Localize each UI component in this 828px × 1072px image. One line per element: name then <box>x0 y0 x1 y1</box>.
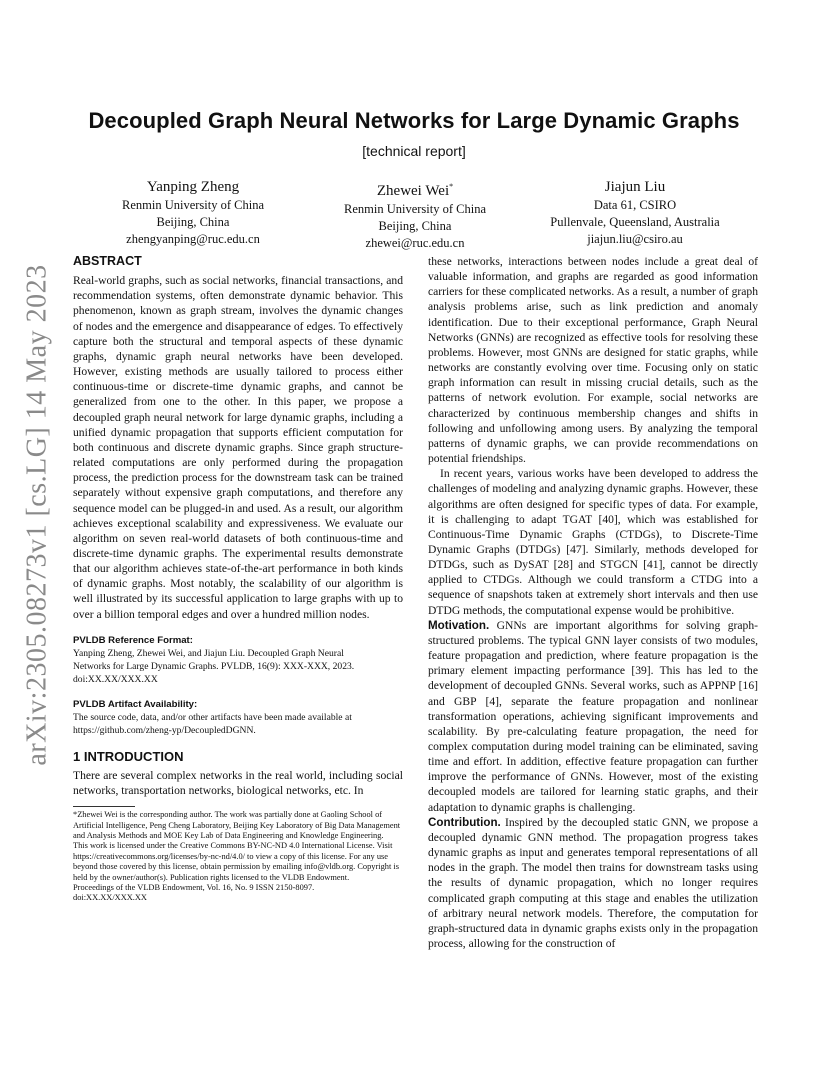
author-name-row <box>320 177 510 201</box>
author-email[interactable]: jiajun.liu@csiro.au <box>587 232 683 246</box>
body-paragraph: these networks, interactions between nodes include a great deal of valuable information, and graphs are regarded as good information carriers for these complicated networks. As a result, a number of graph analysis problems arise, such as link prediction and anomaly identification. Due to their exceptional performance, Graph Neural Networks (GNNs) are recognized as effective tools for resolving these problems. However, most GNNs are designed for static graphs, while networks are constantly evolving over time. Focusing only on static graph information can result in missing crucial details, such as the patterns of network evolution. For example, social networks are characterized by continuous membership changes and shifts in following and unfollowing among users. By analyzing the temporal patterns of dynamic graphs, we can provide recommendations on potential friendships. <box>428 255 758 466</box>
paper-title: Decoupled Graph Neural Networks for Large Dynamic Graphs <box>88 108 740 133</box>
author-block <box>98 177 288 248</box>
introduction-heading: 1 INTRODUCTION <box>73 748 184 764</box>
arxiv-stamp-text: arXiv:2305.08273v1 [cs.LG] 14 May 2023 <box>22 264 53 766</box>
introduction-paragraph: There are several complex networks in the real world, including social networks, transportation networks, biological networks, etc. In <box>73 768 403 798</box>
pvldb-artifact-line: The source code, data, and/or other artifacts have been made available at <box>73 711 352 723</box>
author-affiliation: Data 61, CSIRO <box>593 198 677 212</box>
footnote-corresponding-author: *Zhewei Wei is the corresponding author. The work was partially done at Gaoling School of Artificial Intelligence, Peng Cheng Laboratory, Beijing Key Laboratory of Big Data Management and Analysis Methods and MOE Key Lab of Data Engineering and Knowledge Engineering. <box>73 810 401 841</box>
author-location: Pullenvale, Queensland, Australia <box>550 215 720 229</box>
author-name: Yanping Zheng <box>146 179 240 195</box>
footnote-divider <box>73 806 135 807</box>
pvldb-artifact-heading: PVLDB Artifact Availability: <box>73 698 198 710</box>
motivation-label: Motivation. <box>428 618 490 632</box>
footnote-proceedings: Proceedings of the VLDB Endowment, Vol. 16, No. 9 ISSN 2150-8097. <box>73 883 315 893</box>
paper-subtitle: [technical report] <box>362 143 466 159</box>
author-location: Beijing, China <box>156 215 230 229</box>
artifact-link[interactable]: https://github.com/zheng-yp/DecoupledDGNN. <box>73 724 256 736</box>
left-column <box>73 254 403 904</box>
abstract-text: Real-world graphs, such as social networks, financial transactions, and recommendation systems, often demonstrate dynamic behavior. This phenomenon, known as graph stream, involves the dynamic changes of nodes and the emergence and disappearance of edges. To effectively capture both the structural and temporal aspects of these dynamic graphs, dynamic graph neural networks have been developed. However, existing methods are usually tailored to process either continuous-time or discrete-time dynamic graphs, and cannot be generalized from one to the other. In this paper, we propose a decoupled graph neural network for large dynamic graphs, including a unified dynamic propagation that supports efficient computation for both continuous and discrete dynamic graphs. Since graph structure-related computations are only performed during the propagation process, the prediction process for the downstream task can be trained separately without expensive graph computations, and therefore any sequence model can be plugged-in and used. As a result, our algorithm achieves exceptional scalability and expressiveness. We evaluate our algorithm on seven real-world datasets of both continuous-time and discrete-time dynamic graphs. The experimental results demonstrate that our algorithm achieves state-of-the-art performance in both kinds of dynamic graphs. Most notably, the scalability of our algorithm is well illustrated by its successful application to large graphs with up to over a billion temporal edges and over a hundred million nodes. <box>73 274 403 621</box>
footnote-doi: doi:XX.XX/XXX.XX <box>73 893 147 903</box>
corresponding-author-mark: * <box>449 182 454 191</box>
pvldb-reference-line: Networks for Large Dynamic Graphs. PVLDB, 16(9): XXX-XXX, 2023. <box>73 660 355 672</box>
author-name: Jiajun Liu <box>604 179 666 195</box>
motivation-text: GNNs are important algorithms for solving graph-structured problems. The typical GNN layer consists of two modules, feature propagation and prediction, where feature propagation is the primary element impacting performance [39]. This has led to the development of decoupled GNNs. Several works, such as APPNP [16] and GBP [4], separate the feature propagation and nonlinear transformation operations, achieving significant improvements and scalability. By pre-calculating feature propagation, the need for complex computation during model training can be eliminated, saving time and effort. In addition, effective feature propagation can further improve the performance of GNNs. However, most of the existing decoupled models are tailored for learning static graphs, and their adaptation to dynamic graphs is challenging. <box>428 618 758 814</box>
right-column <box>428 254 758 951</box>
author-name: Zhewei Wei <box>376 183 450 199</box>
pvldb-reference-doi: doi:XX.XX/XXX.XX <box>73 673 158 685</box>
arxiv-identifier-stamp <box>18 264 58 766</box>
author-block <box>530 177 740 248</box>
author-location: Beijing, China <box>378 219 452 233</box>
contribution-text: Inspired by the decoupled static GNN, we propose a decoupled dynamic GNN method. The propagation progress takes dynamic graphs as input and generates temporal representations of all nodes in the graph. The model then trains for downstream tasks using the results of dynamic propagation, which no longer requires complicated graph computing at this stage and enables the utilization of arbitrary neural network models. Therefore, the computation for graph-structured data in dynamic graphs exists only in the propagation process, allowing for the construction of <box>428 815 758 951</box>
abstract-heading: ABSTRACT <box>73 254 142 268</box>
pvldb-reference-heading: PVLDB Reference Format: <box>73 634 193 646</box>
author-email[interactable]: zhengyanping@ruc.edu.cn <box>126 232 260 246</box>
author-block <box>320 177 510 252</box>
contribution-label: Contribution. <box>428 815 501 829</box>
body-paragraph: In recent years, various works have been developed to address the challenges of modeling and analyzing dynamic graphs. However, these algorithms are often designed for specific types of data. For example, it is challenging to adapt TGAT [40], which was established for Continuous-Time Dynamic Graphs (CTDGs), to Discrete-Time Dynamic Graphs (DTDGs) [47]. Similarly, methods developed for DTDGs, such as DySAT [28] and STGCN [41], cannot be directly applied to CTDGs. Although we could transform a CTDG into a sequence of snapshots taken at extremely short intervals and then use DTDG methods, the computational expense would be prohibitive. <box>428 467 758 617</box>
contribution-paragraph <box>428 815 758 951</box>
pvldb-reference-line: Yanping Zheng, Zhewei Wei, and Jiajun Liu. Decoupled Graph Neural <box>73 647 344 659</box>
footnote-license: This work is licensed under the Creative Commons BY-NC-ND 4.0 International License. Visit https://creativecommons.org/licenses/by-nc-nd/4.0/ to view a copy of this license. For any use beyond those covered by this license, obtain permission by emailing info@vldb.org. Copyright is held by the owner/author(s). Publication rights licensed to the VLDB Endowment. <box>73 841 399 882</box>
author-email[interactable]: zhewei@ruc.edu.cn <box>365 236 465 250</box>
motivation-paragraph <box>428 618 758 815</box>
author-affiliation: Renmin University of China <box>344 202 486 216</box>
author-affiliation: Renmin University of China <box>122 198 264 212</box>
